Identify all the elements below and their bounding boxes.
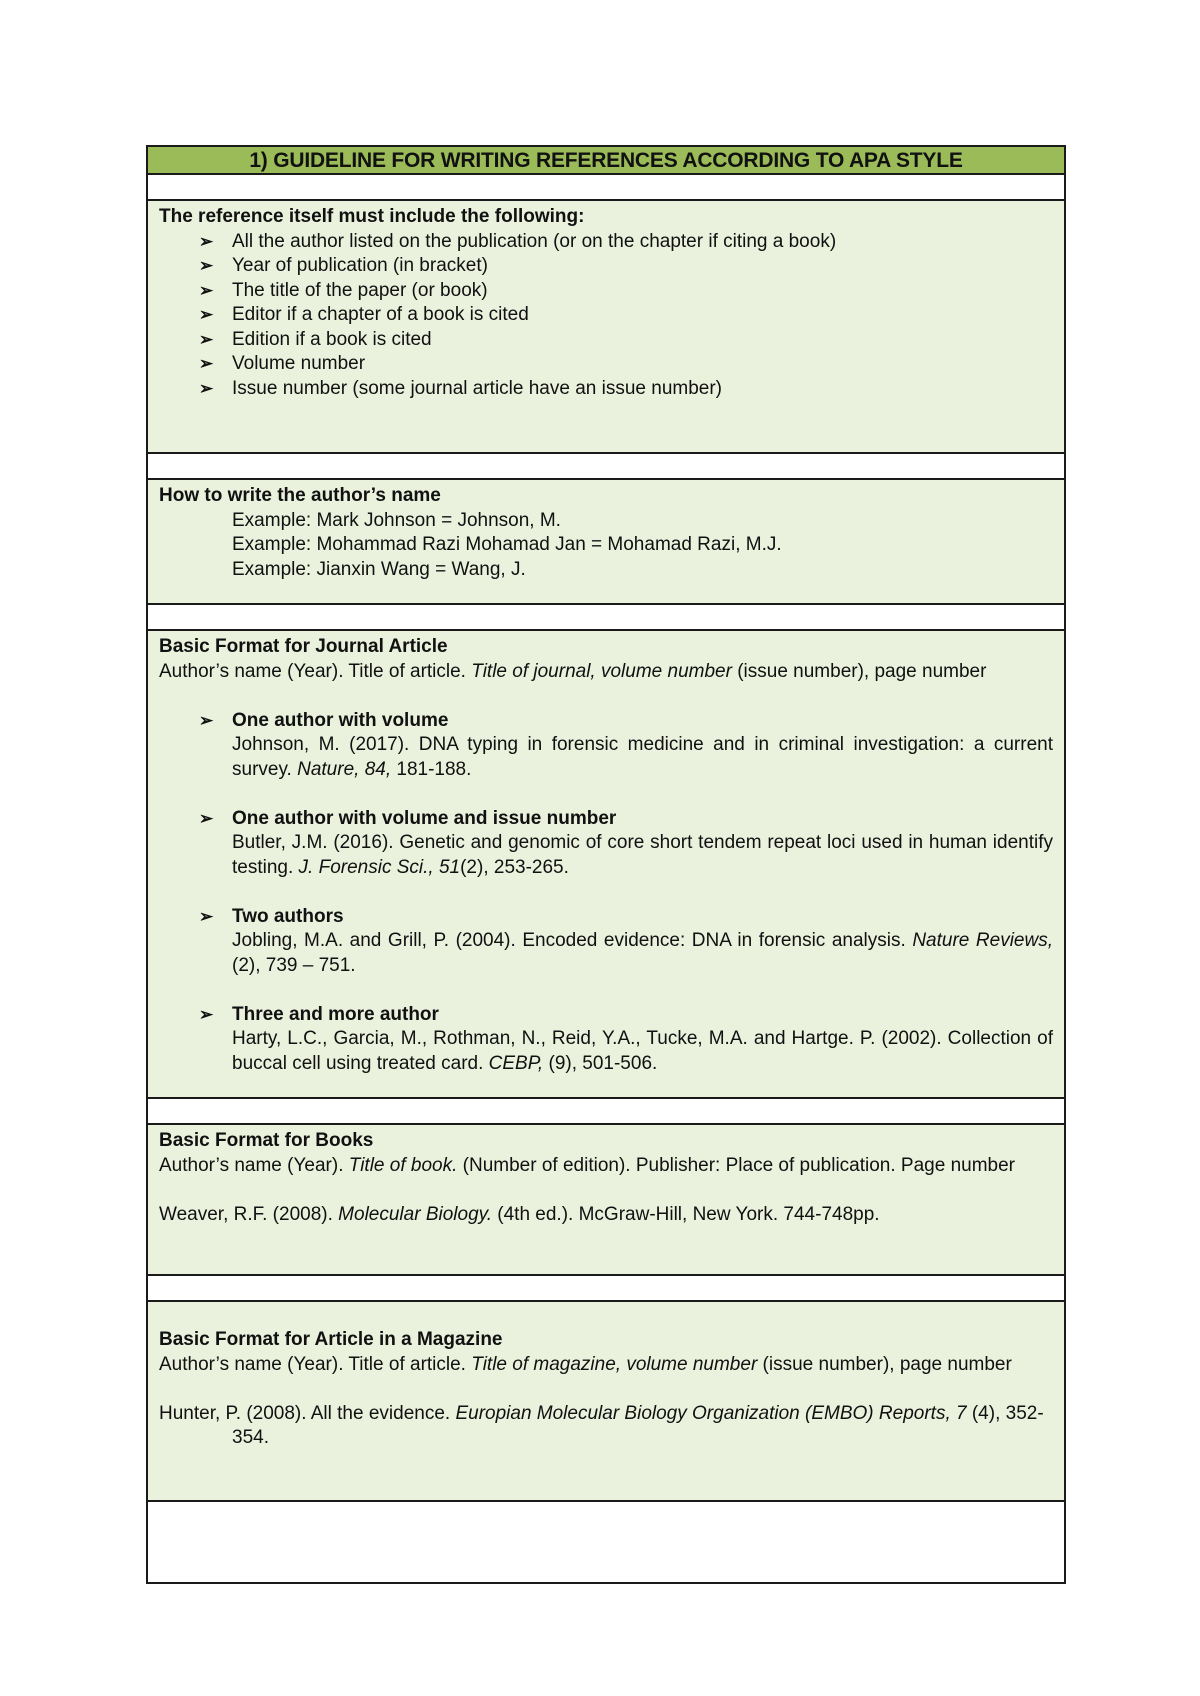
author-example: Example: Jianxin Wang = Wang, J.: [232, 558, 526, 580]
empty-bottom-row: [148, 1502, 1064, 1582]
list-item: ➢ Year of publication (in bracket): [199, 254, 1053, 279]
section-magazine-heading: Basic Format for Article in a Magazine: [159, 1329, 503, 1350]
magazine-example-reference: Hunter, P. (2008). All the evidence. Europian Molecular Biology Organization (EMBO) Reports, 7 (4), 352-354.: [159, 1402, 1044, 1448]
section-author-name: [148, 480, 1064, 605]
journal-two-authors: [159, 905, 1053, 979]
arrow-bullet-icon: ➢: [199, 1004, 214, 1024]
table-title: 1) GUIDELINE FOR WRITING REFERENCES ACCORDING TO APA STYLE: [148, 147, 1064, 175]
journal-three-authors: [159, 1003, 1053, 1077]
journal-format: Author’s name (Year). Title of article. Title of journal, volume number (issue number), page number: [159, 660, 987, 682]
journal-one-author-issue: [159, 807, 1053, 881]
reference-guideline-table: [146, 145, 1066, 1584]
example-label: Three and more author: [232, 1003, 439, 1025]
arrow-bullet-icon: ➢: [199, 378, 214, 398]
author-example: Example: Mohammad Razi Mohamad Jan = Mohamad Razi, M.J.: [232, 534, 782, 555]
list-item: ➢ Issue number (some journal article have an issue number): [199, 377, 1053, 402]
arrow-bullet-icon: ➢: [199, 906, 214, 926]
arrow-bullet-icon: ➢: [199, 305, 214, 324]
section-magazine: [148, 1302, 1064, 1502]
books-format: Author’s name (Year). Title of book. (Number of edition). Publisher: Place of publication. Page number: [159, 1154, 1016, 1176]
list-item: ➢ Editor if a chapter of a book is cited: [199, 303, 1053, 328]
arrow-bullet-icon: ➢: [199, 256, 214, 275]
list-item: ➢ The title of the paper (or book): [199, 279, 1053, 304]
section-journal: [148, 631, 1064, 1099]
include-list: [159, 230, 1053, 402]
spacer-row: [148, 1099, 1064, 1125]
arrow-bullet-icon: ➢: [199, 231, 214, 251]
spacer-row: [148, 1276, 1064, 1302]
example-reference: Jobling, M.A. and Grill, P. (2004). Encoded evidence: DNA in forensic analysis. Nature Reviews, (2), 739 – 751.: [232, 930, 1053, 976]
spacer-row: [148, 175, 1064, 201]
arrow-bullet-icon: ➢: [199, 710, 214, 730]
arrow-bullet-icon: ➢: [199, 280, 214, 300]
list-item: ➢ Edition if a book is cited: [199, 328, 1053, 353]
example-label: One author with volume: [232, 709, 449, 731]
section-include: [148, 201, 1064, 454]
arrow-bullet-icon: ➢: [199, 329, 214, 349]
author-example: Example: Mark Johnson = Johnson, M.: [232, 509, 561, 531]
books-example-reference: Weaver, R.F. (2008). Molecular Biology. (4th ed.). McGraw-Hill, New York. 744-748pp.: [159, 1203, 880, 1225]
spacer-row: [148, 605, 1064, 631]
journal-one-author: [159, 709, 1053, 783]
section-author-heading: How to write the author’s name: [159, 485, 441, 506]
list-item: ➢ All the author listed on the publication (or on the chapter if citing a book): [199, 230, 1053, 255]
example-label: One author with volume and issue number: [232, 807, 617, 829]
example-reference: Harty, L.C., Garcia, M., Rothman, N., Reid, Y.A., Tucke, M.A. and Hartge. P. (2002). Collection of buccal cell using treated card. CEBP, (9), 501-506.: [232, 1028, 1053, 1074]
section-books: [148, 1125, 1064, 1276]
section-journal-heading: Basic Format for Journal Article: [159, 636, 448, 657]
example-label: Two authors: [232, 905, 344, 927]
arrow-bullet-icon: ➢: [199, 354, 214, 373]
section-include-heading: The reference itself must include the following:: [159, 206, 585, 227]
example-reference: Butler, J.M. (2016). Genetic and genomic of core short tendem repeat loci used in human identify testing. J. Forensic Sci., 51(2), 253-265.: [232, 832, 1053, 878]
magazine-format: Author’s name (Year). Title of article. Title of magazine, volume number (issue number), page number: [159, 1353, 1012, 1375]
spacer-row: [148, 454, 1064, 480]
example-reference: Johnson, M. (2017). DNA typing in forensic medicine and in criminal investigation: a current survey. Nature, 84, 181-188.: [232, 734, 1053, 780]
list-item: ➢ Volume number: [199, 352, 1053, 377]
section-books-heading: Basic Format for Books: [159, 1130, 374, 1151]
arrow-bullet-icon: ➢: [199, 808, 214, 828]
